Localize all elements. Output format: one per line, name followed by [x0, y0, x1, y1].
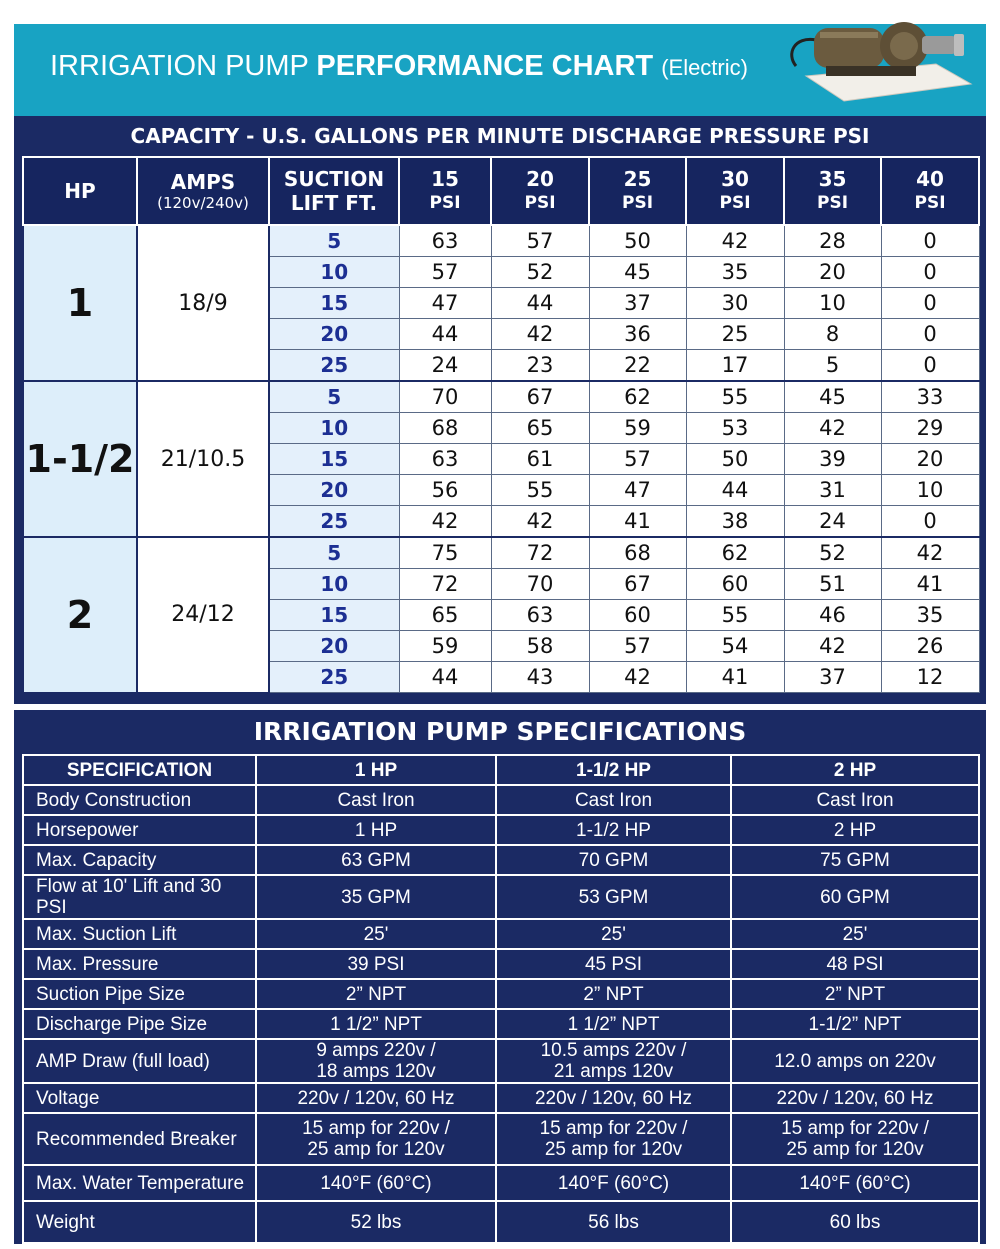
suction-lift-cell: 20 — [269, 631, 399, 662]
gpm-cell: 57 — [589, 631, 686, 662]
psi-value: 30 — [721, 167, 749, 191]
spec-value: 220v / 120v, 60 Hz — [731, 1083, 979, 1113]
hp-cell: 2 — [23, 537, 137, 693]
psi-unit: PSI — [719, 193, 751, 213]
gpm-cell: 63 — [399, 225, 491, 257]
gpm-cell: 57 — [399, 257, 491, 288]
gpm-cell: 62 — [589, 381, 686, 413]
suction-lift-cell: 25 — [269, 350, 399, 382]
spec-value: Cast Iron — [496, 785, 731, 815]
specifications-body — [23, 785, 979, 1243]
spec-row — [23, 949, 979, 979]
header-psi — [686, 157, 784, 225]
spec-label: Weight — [23, 1201, 256, 1243]
spec-value: 52 lbs — [256, 1201, 496, 1243]
suction-lift-cell: 10 — [269, 257, 399, 288]
spec-value: 2 HP — [731, 815, 979, 845]
gpm-cell: 42 — [491, 506, 589, 538]
psi-value: 25 — [623, 167, 652, 191]
gpm-cell: 8 — [784, 319, 881, 350]
spec-value: 25' — [496, 919, 731, 949]
gpm-cell: 39 — [784, 444, 881, 475]
gpm-cell: 46 — [784, 600, 881, 631]
header-amps-sub: (120v/240v) — [157, 194, 249, 212]
spec-value: 2” NPT — [731, 979, 979, 1009]
gpm-cell: 42 — [686, 225, 784, 257]
gpm-cell: 58 — [491, 631, 589, 662]
spec-label: Max. Capacity — [23, 845, 256, 875]
header-amps — [137, 157, 269, 225]
spec-value: 9 amps 220v / 18 amps 120v — [256, 1039, 496, 1083]
gpm-cell: 10 — [784, 288, 881, 319]
spec-value: 1-1/2” NPT — [731, 1009, 979, 1039]
spec-label: Discharge Pipe Size — [23, 1009, 256, 1039]
gpm-cell: 59 — [399, 631, 491, 662]
gpm-cell: 41 — [686, 662, 784, 693]
gpm-cell: 42 — [589, 662, 686, 693]
psi-unit: PSI — [816, 193, 849, 213]
gpm-cell: 0 — [881, 319, 979, 350]
gpm-cell: 20 — [881, 444, 979, 475]
header-banner — [14, 24, 986, 116]
suction-lift-cell: 15 — [269, 288, 399, 319]
gpm-cell: 42 — [881, 537, 979, 569]
spec-value: 25' — [731, 919, 979, 949]
performance-table — [22, 156, 980, 694]
gpm-cell: 65 — [491, 413, 589, 444]
gpm-cell: 57 — [491, 225, 589, 257]
psi-unit: PSI — [524, 193, 556, 213]
gpm-cell: 67 — [491, 381, 589, 413]
psi-value: 35 — [818, 167, 847, 191]
header-lift-line1: SUCTION — [283, 167, 385, 191]
psi-unit: PSI — [914, 193, 946, 213]
title-bold: PERFORMANCE CHART — [316, 50, 654, 82]
spec-row — [23, 815, 979, 845]
gpm-cell: 42 — [784, 413, 881, 444]
gpm-cell: 28 — [784, 225, 881, 257]
spec-value: 10.5 amps 220v / 21 amps 120v — [496, 1039, 731, 1083]
gpm-cell: 60 — [589, 600, 686, 631]
spec-label: Body Construction — [23, 785, 256, 815]
suction-lift-cell: 25 — [269, 662, 399, 693]
suction-lift-cell: 5 — [269, 225, 399, 257]
hp-cell: 1-1/2 — [23, 381, 137, 537]
gpm-cell: 52 — [491, 257, 589, 288]
spec-value: 53 GPM — [496, 875, 731, 919]
gpm-cell: 61 — [491, 444, 589, 475]
gpm-cell: 57 — [589, 444, 686, 475]
amps-cell: 18/9 — [137, 225, 269, 381]
suction-lift-cell: 25 — [269, 506, 399, 538]
hp-cell: 1 — [23, 225, 137, 381]
gpm-cell: 35 — [881, 600, 979, 631]
table-row — [23, 225, 979, 257]
spec-value: 15 amp for 220v / 25 amp for 120v — [496, 1113, 731, 1165]
header-psi — [589, 157, 686, 225]
spec-row — [23, 1009, 979, 1039]
spec-label: Voltage — [23, 1083, 256, 1113]
spec-header-1-5hp: 1-1/2 HP — [496, 755, 731, 785]
spec-label: Suction Pipe Size — [23, 979, 256, 1009]
spec-value: 140°F (60°C) — [496, 1165, 731, 1201]
spec-value: 45 PSI — [496, 949, 731, 979]
pump-image — [786, 6, 976, 116]
gpm-cell: 54 — [686, 631, 784, 662]
spec-label: AMP Draw (full load) — [23, 1039, 256, 1083]
gpm-cell: 22 — [589, 350, 686, 382]
gpm-cell: 24 — [399, 350, 491, 382]
spec-row — [23, 1039, 979, 1083]
spec-row — [23, 1165, 979, 1201]
gpm-cell: 56 — [399, 475, 491, 506]
performance-chart — [14, 116, 986, 704]
specifications-table — [22, 754, 980, 1244]
gpm-cell: 47 — [589, 475, 686, 506]
gpm-cell: 33 — [881, 381, 979, 413]
gpm-cell: 0 — [881, 257, 979, 288]
gpm-cell: 26 — [881, 631, 979, 662]
gpm-cell: 36 — [589, 319, 686, 350]
title-regular: IRRIGATION PUMP — [50, 50, 309, 82]
gpm-cell: 67 — [589, 569, 686, 600]
spec-value: 2” NPT — [256, 979, 496, 1009]
suction-lift-cell: 20 — [269, 475, 399, 506]
spec-value: 15 amp for 220v / 25 amp for 120v — [256, 1113, 496, 1165]
gpm-cell: 29 — [881, 413, 979, 444]
gpm-cell: 25 — [686, 319, 784, 350]
psi-value: 20 — [526, 167, 554, 191]
spec-label: Recommended Breaker — [23, 1113, 256, 1165]
spec-value: 63 GPM — [256, 845, 496, 875]
spec-row — [23, 1201, 979, 1243]
spec-label: Max. Pressure — [23, 949, 256, 979]
gpm-cell: 20 — [784, 257, 881, 288]
gpm-cell: 68 — [589, 537, 686, 569]
gpm-cell: 50 — [589, 225, 686, 257]
title-suffix: (Electric) — [661, 55, 748, 80]
spec-value: 35 GPM — [256, 875, 496, 919]
spec-header-specification: SPECIFICATION — [23, 755, 256, 785]
gpm-cell: 12 — [881, 662, 979, 693]
spec-row — [23, 785, 979, 815]
gpm-cell: 53 — [686, 413, 784, 444]
suction-lift-cell: 20 — [269, 319, 399, 350]
spec-header-1hp: 1 HP — [256, 755, 496, 785]
spec-value: 140°F (60°C) — [256, 1165, 496, 1201]
gpm-cell: 72 — [399, 569, 491, 600]
gpm-cell: 70 — [399, 381, 491, 413]
gpm-cell: 38 — [686, 506, 784, 538]
gpm-cell: 24 — [784, 506, 881, 538]
gpm-cell: 60 — [686, 569, 784, 600]
specifications-title: IRRIGATION PUMP SPECIFICATIONS — [253, 717, 747, 746]
spec-value: Cast Iron — [731, 785, 979, 815]
gpm-cell: 65 — [399, 600, 491, 631]
psi-value: 40 — [916, 167, 944, 191]
header-amps-label: AMPS — [170, 170, 236, 194]
header-psi — [491, 157, 589, 225]
suction-lift-cell: 10 — [269, 569, 399, 600]
gpm-cell: 59 — [589, 413, 686, 444]
gpm-cell: 75 — [399, 537, 491, 569]
spec-row — [23, 1083, 979, 1113]
spec-value: 25' — [256, 919, 496, 949]
gpm-cell: 30 — [686, 288, 784, 319]
spec-value: 1-1/2 HP — [496, 815, 731, 845]
gpm-cell: 45 — [784, 381, 881, 413]
gpm-cell: 50 — [686, 444, 784, 475]
spec-row — [23, 845, 979, 875]
spec-value: 60 GPM — [731, 875, 979, 919]
table-row — [23, 381, 979, 413]
amps-cell: 24/12 — [137, 537, 269, 693]
header-suction-lift — [269, 157, 399, 225]
gpm-cell: 55 — [686, 381, 784, 413]
spec-value: 75 GPM — [731, 845, 979, 875]
suction-lift-cell: 15 — [269, 444, 399, 475]
spec-value: 1 HP — [256, 815, 496, 845]
spec-row — [23, 979, 979, 1009]
spec-row — [23, 919, 979, 949]
table-row — [23, 537, 979, 569]
spec-value: 1 1/2” NPT — [256, 1009, 496, 1039]
spec-value: 220v / 120v, 60 Hz — [256, 1083, 496, 1113]
gpm-cell: 62 — [686, 537, 784, 569]
spec-label: Max. Suction Lift — [23, 919, 256, 949]
gpm-cell: 44 — [491, 288, 589, 319]
spec-value: 12.0 amps on 220v — [731, 1039, 979, 1083]
spec-row — [23, 875, 979, 919]
psi-value: 15 — [431, 167, 459, 191]
gpm-cell: 70 — [491, 569, 589, 600]
performance-body — [23, 225, 979, 693]
spec-label: Horsepower — [23, 815, 256, 845]
gpm-cell: 68 — [399, 413, 491, 444]
header-psi — [399, 157, 491, 225]
suction-lift-cell: 5 — [269, 537, 399, 569]
gpm-cell: 42 — [399, 506, 491, 538]
gpm-cell: 42 — [491, 319, 589, 350]
page-title — [50, 50, 748, 83]
spec-value: 15 amp for 220v / 25 amp for 120v — [731, 1113, 979, 1165]
spec-value: 56 lbs — [496, 1201, 731, 1243]
gpm-cell: 17 — [686, 350, 784, 382]
specifications-section — [14, 710, 986, 1244]
gpm-cell: 52 — [784, 537, 881, 569]
header-psi — [784, 157, 881, 225]
gpm-cell: 44 — [399, 319, 491, 350]
gpm-cell: 0 — [881, 225, 979, 257]
gpm-cell: 45 — [589, 257, 686, 288]
gpm-cell: 35 — [686, 257, 784, 288]
spec-value: 39 PSI — [256, 949, 496, 979]
gpm-cell: 41 — [881, 569, 979, 600]
suction-lift-cell: 10 — [269, 413, 399, 444]
spec-value: 70 GPM — [496, 845, 731, 875]
spec-value: 48 PSI — [731, 949, 979, 979]
gpm-cell: 0 — [881, 288, 979, 319]
gpm-cell: 37 — [589, 288, 686, 319]
amps-cell: 21/10.5 — [137, 381, 269, 537]
gpm-cell: 63 — [399, 444, 491, 475]
gpm-cell: 10 — [881, 475, 979, 506]
spec-value: 220v / 120v, 60 Hz — [496, 1083, 731, 1113]
header-hp: HP — [23, 157, 137, 225]
gpm-cell: 43 — [491, 662, 589, 693]
gpm-cell: 51 — [784, 569, 881, 600]
header-lift-line2: LIFT FT. — [290, 191, 378, 215]
gpm-cell: 47 — [399, 288, 491, 319]
spec-row — [23, 1113, 979, 1165]
gpm-cell: 55 — [491, 475, 589, 506]
spec-label: Flow at 10' Lift and 30 PSI — [23, 875, 256, 919]
spec-value: 1 1/2” NPT — [496, 1009, 731, 1039]
header-row — [23, 157, 979, 225]
gpm-cell: 37 — [784, 662, 881, 693]
gpm-cell: 44 — [686, 475, 784, 506]
spec-header-row — [23, 755, 979, 785]
gpm-cell: 63 — [491, 600, 589, 631]
gpm-cell: 5 — [784, 350, 881, 382]
spec-value: 140°F (60°C) — [731, 1165, 979, 1201]
header-psi — [881, 157, 979, 225]
gpm-cell: 0 — [881, 350, 979, 382]
gpm-cell: 41 — [589, 506, 686, 538]
gpm-cell: 42 — [784, 631, 881, 662]
capacity-caption: CAPACITY - U.S. GALLONS PER MINUTE DISCHARGE PRESSURE PSI — [130, 124, 870, 148]
spec-value: 60 lbs — [731, 1201, 979, 1243]
gpm-cell: 31 — [784, 475, 881, 506]
spec-value: Cast Iron — [256, 785, 496, 815]
spec-value: 2” NPT — [496, 979, 731, 1009]
gpm-cell: 55 — [686, 600, 784, 631]
gpm-cell: 72 — [491, 537, 589, 569]
gpm-cell: 44 — [399, 662, 491, 693]
suction-lift-cell: 5 — [269, 381, 399, 413]
psi-unit: PSI — [429, 193, 461, 213]
spec-label: Max. Water Temperature — [23, 1165, 256, 1201]
gpm-cell: 23 — [491, 350, 589, 382]
suction-lift-cell: 15 — [269, 600, 399, 631]
spec-header-2hp: 2 HP — [731, 755, 979, 785]
gpm-cell: 0 — [881, 506, 979, 538]
psi-unit: PSI — [621, 193, 654, 213]
